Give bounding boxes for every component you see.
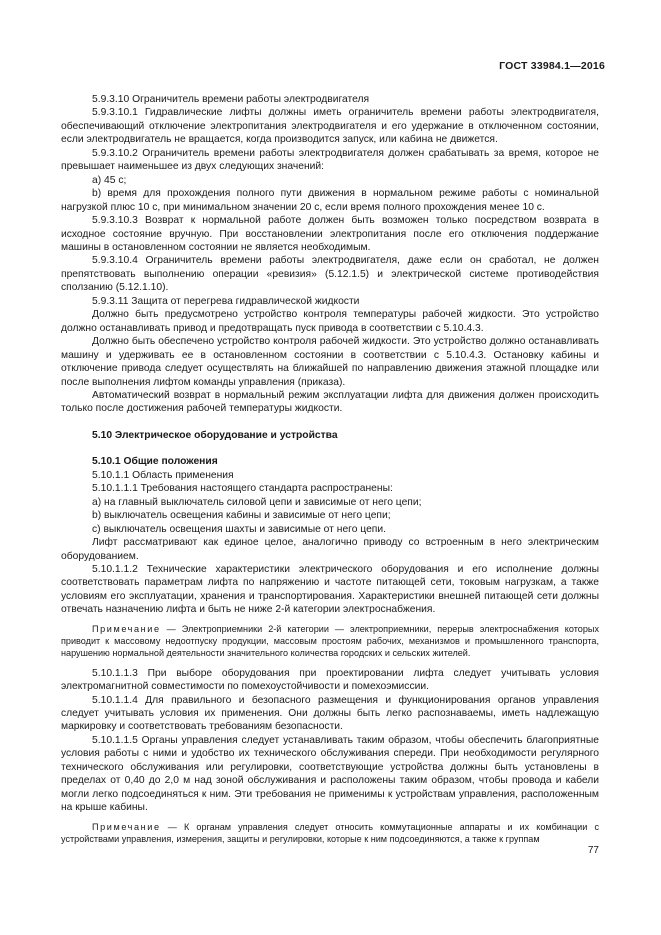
paragraph-5-10-1-1-1: 5.10.1.1.1 Требования настоящего стандарта распространены:	[92, 483, 393, 495]
note-text: — Электроприемники 2-й категории — электроприемники, перерыв электроснабжения которых приводит к массовому недоотпуску продукции, массовым простоям рабочих, механизмов и промышленного транспорта, нарушению нормальной деятельности значительного количества городских и сельских жителей.	[61, 623, 599, 659]
section-heading-5-9-3-10: 5.9.3.10 Ограничитель времени работы электродвигателя	[92, 94, 370, 105]
paragraph-5-9-3-10-2: 5.9.3.10.2 Ограничитель времени работы электродвигателя должен срабатывать за время, которое не превышает наименьшее из двух следующих значений:	[61, 147, 599, 173]
page-number: 77	[587, 845, 599, 856]
section-heading-5-9-3-11: 5.9.3.11 Защита от перегрева гидравлической жидкости	[92, 295, 360, 307]
section-heading-5-10-1-1: 5.10.1.1 Область применения	[92, 469, 234, 481]
paragraph-5-10-1-1-3: 5.10.1.1.3 При выборе оборудования при проектировании лифта следует учитывать условия электромагнитной совместимости по помехоустойчивости и помехоэмиссии.	[61, 667, 599, 693]
paragraph-5-10-1-1-4: 5.10.1.1.4 Для правильного и безопасного размещения и функционирования органов управления следует учитывать условия их применения. Они должны быть легко распознаваемы, иметь надлежащую маркировку и соответствовать требованиям безопасности.	[61, 694, 599, 733]
note-text: — К органам управления следует относить коммутационные аппараты и их комбинации с устройствами управления, измерения, защиты и регулировки, которые к ним подсоединяются, а также к группам	[61, 821, 599, 844]
list-item-b-cabin-light: b) выключатель освещения кабины и зависимые от него цепи;	[92, 510, 391, 522]
list-item-a: а) 45 с;	[92, 174, 127, 186]
section-heading-5-10-1: 5.10.1 Общие положения	[92, 456, 218, 468]
paragraph-5-9-3-10-4: 5.9.3.10.4 Ограничитель времени работы электродвигателя, даже если он сработал, не должен препятствовать выполнению операции «ревизия» (5.12.1.5) и электрической системе противодействия сползанию (5.12.1.10).	[61, 255, 599, 294]
paragraph-5-9-3-10-3: 5.9.3.10.3 Возврат к нормальной работе должен быть возможен только посредством возврата в исходное состояние вручную. При восстановлении электропитания после его отключения поддержание машины в остановленном состоянии не является необходимым.	[61, 215, 599, 253]
document-body	[61, 93, 599, 852]
paragraph-5-9-3-10-1: 5.9.3.10.1 Гидравлические лифты должны иметь ограничитель времени работы электродвигателя, обеспечивающий отключение электропитания электродвигателя и его удержание в отключенном состоянии, если электродвигатель не вращается, когда производится запуск, или кабина не движется.	[61, 107, 599, 146]
note-1	[61, 623, 599, 660]
note-label: Примечание	[92, 821, 161, 832]
note-label: Примечание	[92, 623, 161, 634]
paragraph-fluid-control: Должно быть обеспечено устройство контроля рабочей жидкости. Это устройство должно останавливать машину и удерживать ее в остановленном состоянии в соответствии с 5.10.4.3. Остановку кабины и отключение привода следует осуществлять на ближайшей по направлению движения этажной площадке или после выполнения лифтом команды управления (приказа).	[61, 336, 599, 388]
list-item-a-main-switch: а) на главный выключатель силовой цепи и зависимые от него цепи;	[92, 496, 422, 508]
paragraph-auto-return: Автоматический возврат в нормальный режим эксплуатации лифта для движения должен происходить только после достижения рабочей температуры жидкости.	[61, 389, 599, 415]
section-heading-5-10: 5.10 Электрическое оборудование и устройства	[92, 429, 338, 441]
paragraph-lift-whole: Лифт рассматривают как единое целое, аналогично приводу со встроенным в него электрическим оборудованием.	[61, 537, 599, 562]
list-item-b: b) время для прохождения полного пути движения в нормальном режиме работы с номинальной нагрузкой плюс 10 с, при минимальном значении 20 с, если время полного прохождения менее 10 с.	[61, 188, 599, 213]
document-code-header: ГОСТ 33984.1—2016	[499, 60, 605, 72]
paragraph-5-10-1-1-2: 5.10.1.1.2 Технические характеристики электрического оборудования и его исполнение должны соответствовать параметрам лифта по напряжению и частоте питающей сети, токовым нагрузкам, а также условиям его эксплуатации, хранения и транспортирования. Характеристики внешней питающей сети должны отвечать назначению лифта и быть не ниже 2-й категории электроснабжения.	[61, 563, 599, 616]
note-2	[61, 821, 599, 846]
paragraph-5-10-1-1-5: 5.10.1.1.5 Органы управления следует устанавливать таким образом, чтобы обеспечить благоприятные условия работы с ними и удобство их технического обслуживания спереди. При необходимости регулярного технического обслуживания или регулировки, соответствующие устройства должны быть установлены в пределах от 0,40 до 2,0 м над зоной обслуживания и расположены таким образом, чтобы провода и кабели могли легко подсоединяться к ним. Эти требования не применимы к устройствам управления, расположенным на крыше кабины.	[61, 734, 599, 814]
paragraph-temperature-control: Должно быть предусмотрено устройство контроля температуры рабочей жидкости. Это устройство должно останавливать привод и предотвращать пуск привода в соответствии с 5.10.4.3.	[61, 309, 599, 334]
list-item-c-shaft-light: c) выключатель освещения шахты и зависимые от него цепи.	[92, 523, 386, 535]
